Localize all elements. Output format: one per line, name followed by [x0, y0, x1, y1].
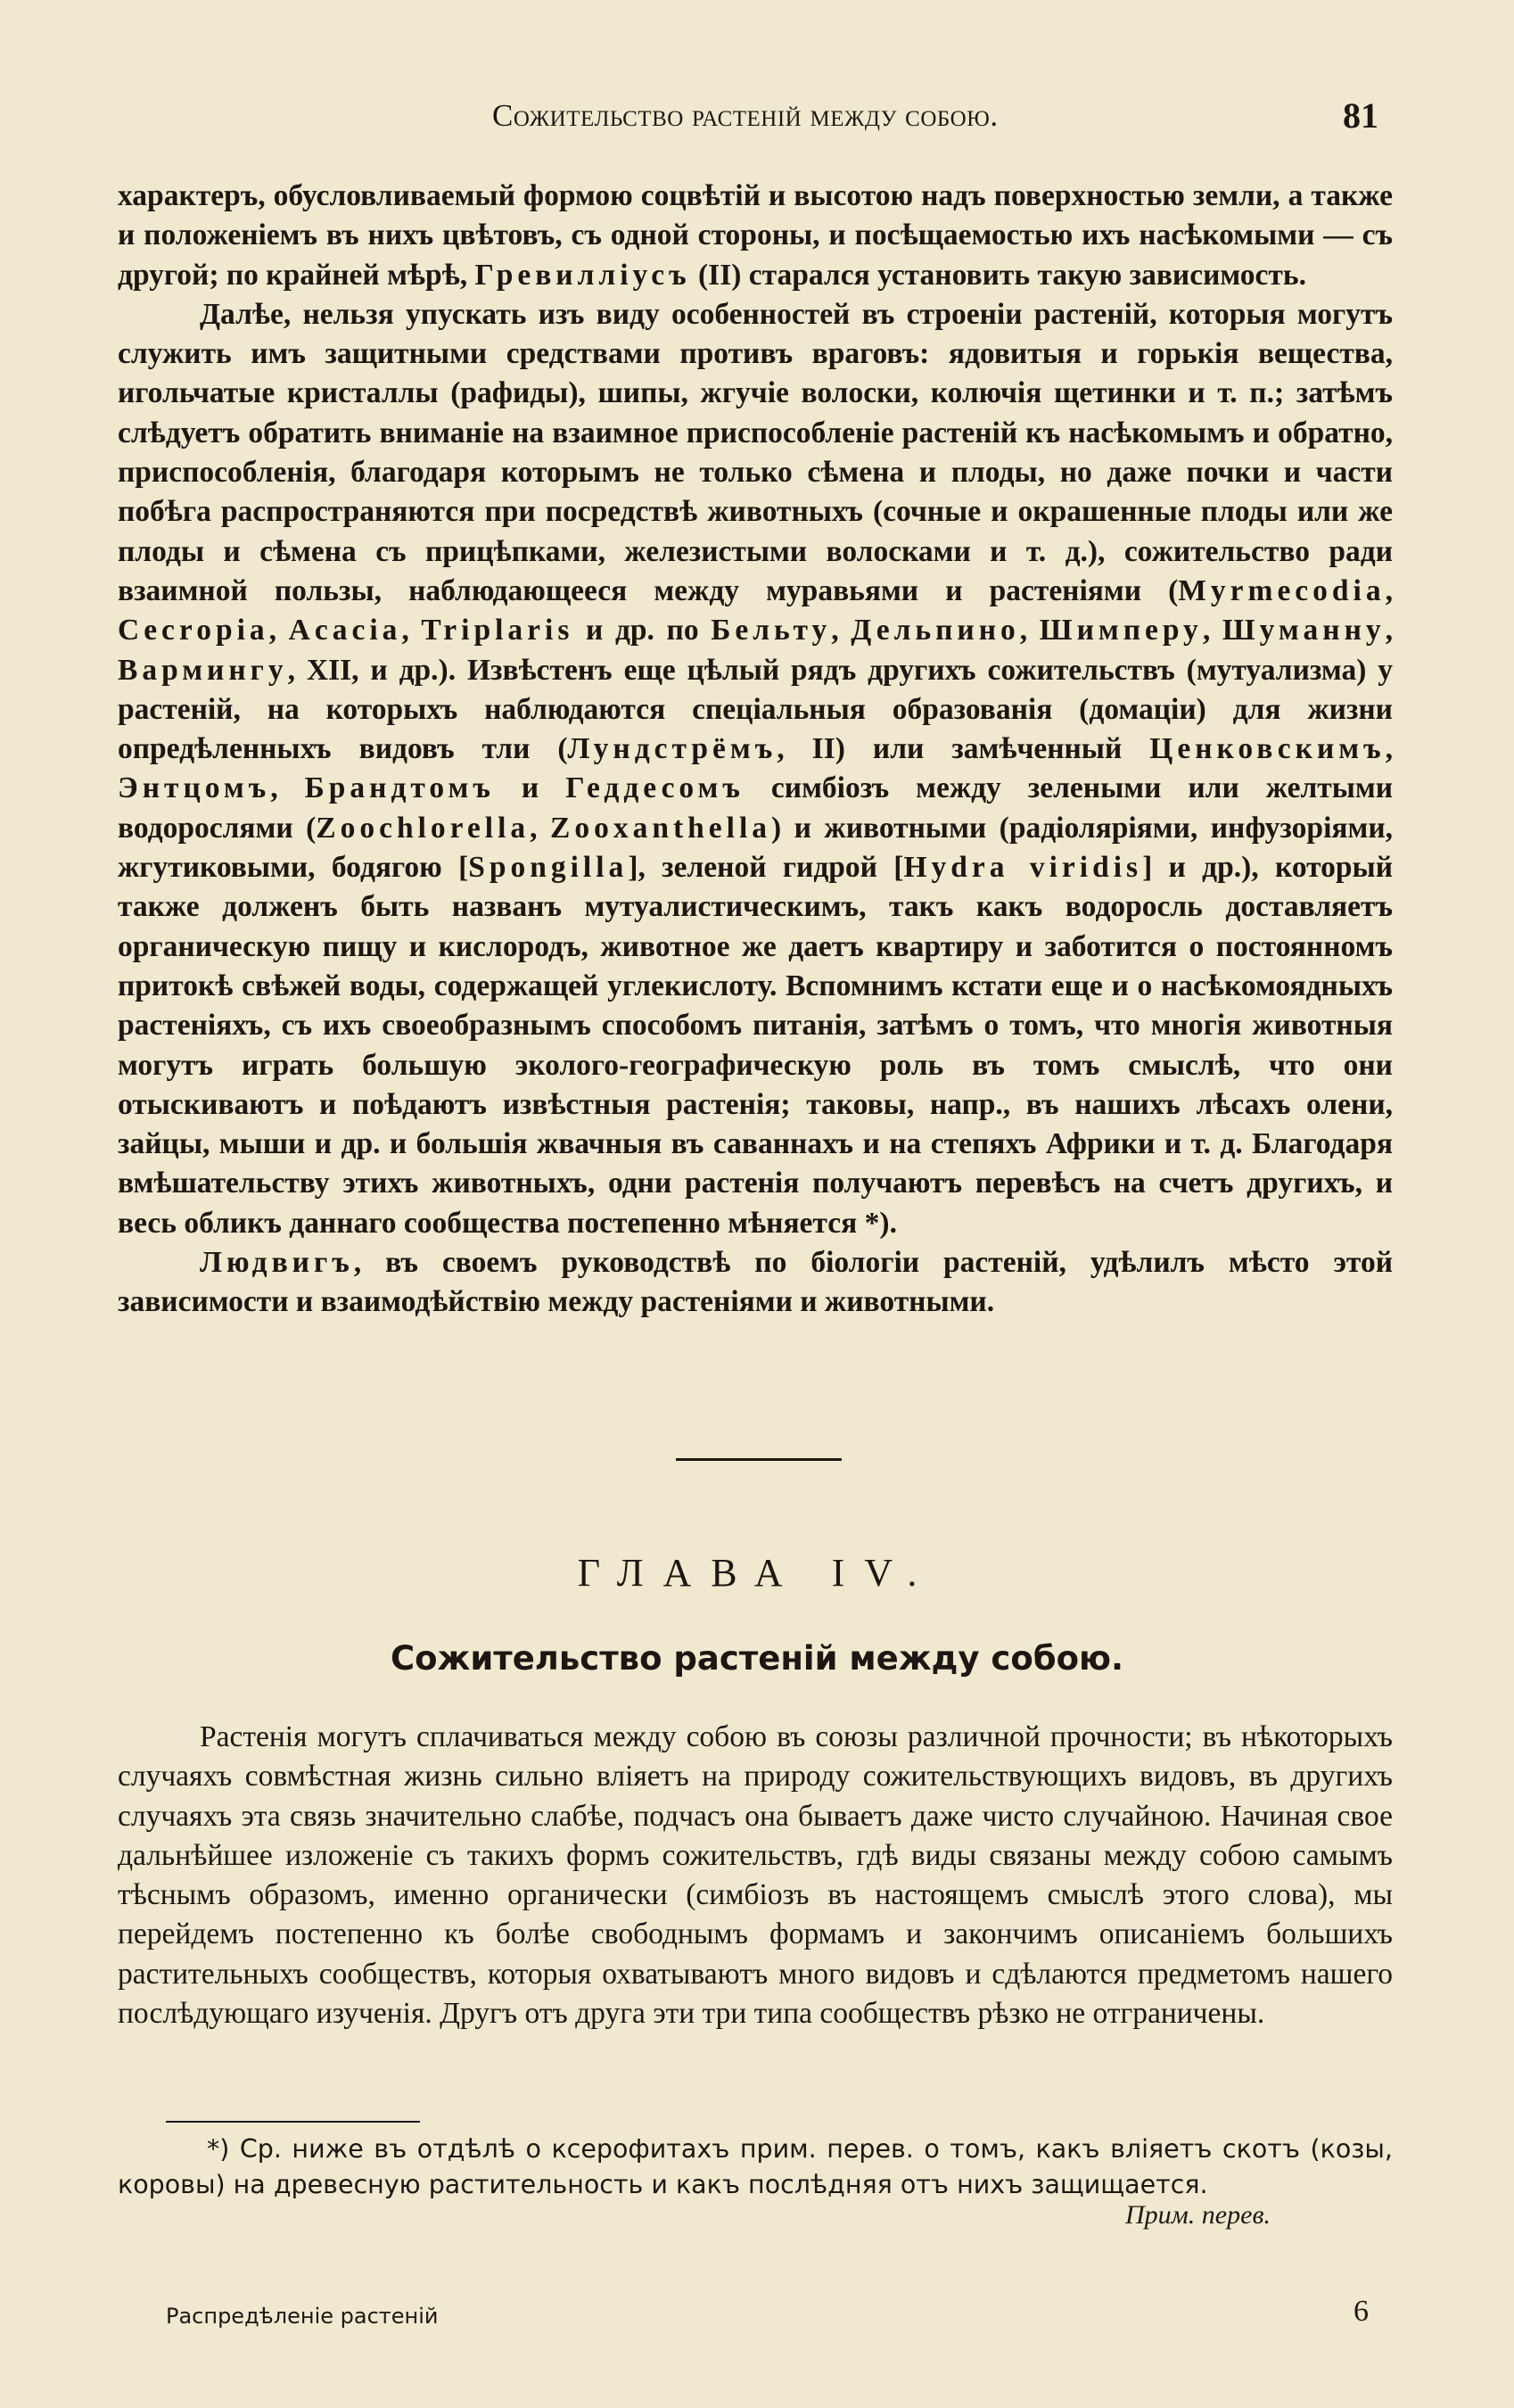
chapter-title: ГЛАВА IV. — [577, 1551, 937, 1595]
author-name: Энтцомъ — [118, 771, 271, 805]
genus-name: Myrmecodia — [1178, 573, 1386, 607]
genus-name: Hydra viridis — [903, 851, 1143, 885]
genus-name: Triplaris — [421, 614, 574, 647]
text-run: , — [1019, 614, 1040, 647]
section-separator — [676, 1458, 842, 1461]
footnote-signature: Прим. перев. — [1125, 2200, 1271, 2230]
author-name: Шуманну — [1222, 614, 1386, 647]
text-run: , — [1385, 573, 1393, 607]
running-head — [0, 95, 1514, 139]
paragraph-symbiosis — [118, 295, 1393, 1243]
genus-name: Zooxanthella — [550, 811, 772, 845]
genus-name: Acacia — [288, 614, 402, 647]
author-name: Шимперу — [1039, 614, 1203, 647]
text-run: и др. по — [573, 614, 712, 647]
text-run: , — [270, 771, 305, 805]
continued-section — [118, 177, 1393, 1323]
author-name: Дельпино — [851, 614, 1020, 647]
text-run: , — [1385, 732, 1393, 766]
footnote-rule — [166, 2121, 420, 2123]
genus-name: Zoochlorella — [316, 811, 531, 845]
author-name: Гревиллiусъ — [474, 258, 691, 292]
text-run: , — [1202, 614, 1222, 647]
text-run: , XII, и др.). Извѣстенъ еще цѣлый рядъ другихъ сожительствъ (мутуализма) у растеній, на которыхъ наблюдаются спеціальныя образованія (домаціи) для жизни опредѣленныхъ видовъ тли ( — [118, 653, 1393, 766]
signature-title: Распредѣленіе растеній — [166, 2304, 439, 2329]
chapter-paragraph: Растенія могутъ сплачиваться между собою въ союзы различной прочности; въ нѣкоторыхъ случаяхъ совмѣстная жизнь сильно вліяетъ на природу сожительствующихъ видовъ, въ другихъ случаяхъ эта связь значительно слабѣе, подчасъ она бываетъ даже чисто случайною. Начиная свое дальнѣйшее изложеніе съ такихъ формъ сожительствъ, гдѣ виды связаны между собою самымъ тѣснымъ образомъ, именно органически (симбіозъ въ настоящемъ смыслѣ этого слова), мы перейдемъ постепенно къ болѣе свободнымъ формамъ и закончимъ описаніемъ большихъ растительныхъ сообществъ, которыя охватываютъ много видовъ и сдѣлаются предметомъ нашего послѣдующаго изученія. Другъ отъ друга эти три типа сообществъ рѣзко не отграничены. — [118, 1720, 1393, 2031]
text-run: ] и др.), который также долженъ быть названъ мутуалистическимъ, такъ какъ водоросль доставляетъ органическую пищу и кислородъ, животное же даетъ квартиру и заботится о постоянномъ притокѣ свѣжей воды, содержащей углекислоту. Вспомнимъ кстати еще и о насѣкомоядныхъ растеніяхъ, съ ихъ своеобразнымъ способомъ питанія, затѣмъ о томъ, что многія животныя могутъ играть большую эколого-географическую роль въ томъ смыслѣ, что они отыскиваютъ и поѣдаютъ извѣстныя растенія; таковы, напр., въ нашихъ лѣсахъ олени, зайцы, мыши и др. и большія жвачныя въ саваннахъ и на степяхъ Африки и т. д. Благодаря вмѣшательству этихъ животныхъ, одни растенія получаютъ перевѣсъ на счетъ другихъ, и весь обликъ даннаго сообщества постепенно мѣняется *). — [118, 851, 1393, 1240]
paragraph-continuation — [118, 177, 1393, 295]
text-run: (II) старался установить такую зависимость. — [690, 258, 1306, 292]
text-run: ) и животными (радіоляріями, инфузоріями, жгутиковыми, бодягою [ — [118, 811, 1393, 885]
genus-name: Cecropia — [118, 614, 269, 647]
author-name: Людвигъ — [200, 1246, 354, 1280]
running-title: Сожительство растеній между собою. — [492, 98, 999, 133]
author-name: Геддесомъ — [565, 771, 745, 805]
genus-name: Spongilla — [468, 851, 629, 885]
text-run: , въ своемъ руководствѣ по біологіи растеній, удѣлилъ мѣсто этой зависимости и взаимодѣйствію между растеніями и животными. — [118, 1246, 1393, 1319]
chapter-subtitle: Сожительство растеній между собою. — [390, 1639, 1124, 1678]
text-run: и — [494, 771, 566, 805]
text-run: , — [831, 614, 852, 647]
text-run: , — [401, 614, 422, 647]
footnote — [118, 2132, 1393, 2203]
text-run: , II) или замѣченный — [777, 732, 1150, 766]
text-run: характеръ, обусловливаемый формою соцвѣтій и высотою надъ поверхностью земли, а также и положеніемъ въ нихъ цвѣтовъ, съ одной стороны, и посѣщаемостью ихъ насѣкомыми — съ другой; по крайней мѣрѣ, — [118, 179, 1393, 292]
author-name: Брандтомъ — [304, 771, 495, 805]
footnote-text: *) Ср. ниже въ отдѣлѣ о ксерофитахъ прим. перев. о томъ, какъ вліяетъ скотъ (козы, коровы) на древесную растительность и какъ послѣдняя отъ нихъ защищается. — [118, 2134, 1393, 2199]
text-run: ], зеленой гидрой [ — [628, 851, 904, 885]
page-number: 81 — [1343, 95, 1378, 136]
text-run: , — [268, 614, 289, 647]
author-name: Бельту — [711, 614, 832, 647]
author-name: Ценковскимъ — [1149, 732, 1386, 766]
author-name: Вармингу — [118, 653, 288, 687]
text-run: симбіозъ между зелеными или желтыми водорослями ( — [118, 771, 1394, 845]
text-run: , — [530, 811, 551, 845]
paragraph-ludwig — [118, 1243, 1393, 1323]
text-run: , — [1385, 614, 1393, 647]
text-run: Далѣе, нельзя упускать изъ виду особенностей въ строеніи растеній, которыя могутъ служить имъ защитными средствами противъ враговъ: ядовитыя и горькія вещества, игольчатые кристаллы (рафиды), шипы, жгучіе волоски, колючія щетинки и т. п.; затѣмъ слѣдуетъ обратить вниманіе на взаимное приспособленіе растеній къ насѣкомымъ и обратно, приспособленія, благодаря которымъ не только сѣмена и плоды, но даже почки и части побѣга распространяются при посредствѣ животныхъ (сочные и окрашенные плоды или же плоды и сѣмена съ прицѣпками, железистыми волосками и т. д.), сожительство ради взаимной пользы, наблюдающееся между муравьями и растеніями ( — [118, 297, 1393, 607]
chapter-body — [118, 1718, 1393, 2033]
author-name: Лундстрёмъ — [567, 732, 778, 766]
signature-number: 6 — [1354, 2295, 1369, 2328]
